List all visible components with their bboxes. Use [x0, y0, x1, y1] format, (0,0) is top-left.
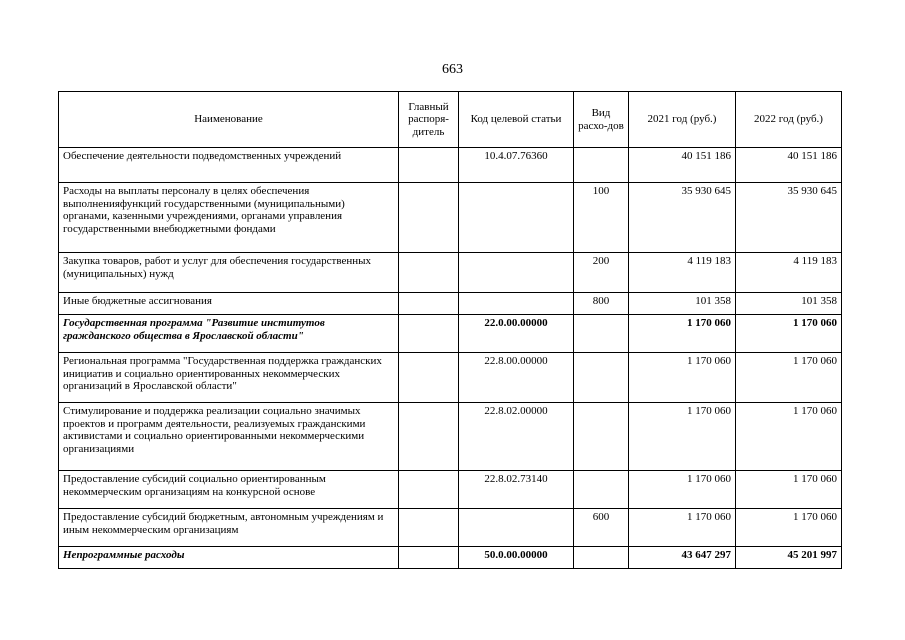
table-row	[59, 253, 842, 293]
table-row	[59, 148, 842, 183]
row-kind: 600	[574, 509, 629, 547]
row-name: Обеспечение деятельности подведомственных учреждений	[59, 148, 399, 183]
row-code	[459, 183, 574, 253]
header-name: Наименование	[59, 92, 399, 148]
row-2022: 1 170 060	[736, 471, 842, 509]
row-2022: 101 358	[736, 293, 842, 315]
row-2021: 4 119 183	[629, 253, 736, 293]
row-admin	[399, 403, 459, 471]
row-2021: 1 170 060	[629, 315, 736, 353]
header-admin: Главный распоря-дитель	[399, 92, 459, 148]
table-row	[59, 183, 842, 253]
table-row	[59, 353, 842, 403]
row-kind	[574, 315, 629, 353]
row-name: Государственная программа "Развитие институтов гражданского общества в Ярославской области"	[59, 315, 399, 353]
row-2022: 4 119 183	[736, 253, 842, 293]
row-kind	[574, 471, 629, 509]
row-name: Предоставление субсидий бюджетным, автономным учреждениям и иным некоммерческим организациям	[59, 509, 399, 547]
row-2022: 1 170 060	[736, 509, 842, 547]
page-number: 663	[442, 62, 463, 77]
table-row	[59, 315, 842, 353]
header-kind: Вид расхо-дов	[574, 92, 629, 148]
row-2021: 1 170 060	[629, 509, 736, 547]
row-admin	[399, 253, 459, 293]
row-code: 22.8.02.00000	[459, 403, 574, 471]
row-kind	[574, 148, 629, 183]
row-kind: 800	[574, 293, 629, 315]
table-row	[59, 403, 842, 471]
row-name: Предоставление субсидий социально ориентированным некоммерческим организациям на конкурсной основе	[59, 471, 399, 509]
row-code: 22.8.00.00000	[459, 353, 574, 403]
row-2021: 40 151 186	[629, 148, 736, 183]
row-admin	[399, 315, 459, 353]
table-row	[59, 471, 842, 509]
row-kind: 100	[574, 183, 629, 253]
table-header-row	[59, 92, 842, 148]
row-code: 10.4.07.76360	[459, 148, 574, 183]
row-name: Закупка товаров, работ и услуг для обеспечения государственных (муниципальных) нужд	[59, 253, 399, 293]
row-2021: 1 170 060	[629, 471, 736, 509]
row-2021: 1 170 060	[629, 353, 736, 403]
header-2021: 2021 год (руб.)	[629, 92, 736, 148]
row-2022: 1 170 060	[736, 315, 842, 353]
row-2022: 40 151 186	[736, 148, 842, 183]
row-name: Региональная программа "Государственная поддержка гражданских инициатив и социально ориентированных некоммерческих организаций в Ярославской области"	[59, 353, 399, 403]
row-name: Иные бюджетные ассигнования	[59, 293, 399, 315]
row-2021: 1 170 060	[629, 403, 736, 471]
row-2022: 35 930 645	[736, 183, 842, 253]
row-admin	[399, 471, 459, 509]
header-code: Код целевой статьи	[459, 92, 574, 148]
row-code: 22.8.02.73140	[459, 471, 574, 509]
row-2021: 101 358	[629, 293, 736, 315]
table-row	[59, 509, 842, 547]
row-2021: 35 930 645	[629, 183, 736, 253]
row-name: Расходы на выплаты персоналу в целях обеспечения выполненияфункций государственными (муниципальными) органами, казенными учреждениями, органами управления государственными внебюджетными фондами	[59, 183, 399, 253]
row-kind	[574, 403, 629, 471]
row-admin	[399, 547, 459, 569]
row-admin	[399, 148, 459, 183]
row-admin	[399, 509, 459, 547]
row-code	[459, 253, 574, 293]
row-admin	[399, 293, 459, 315]
row-2022: 45 201 997	[736, 547, 842, 569]
row-kind	[574, 353, 629, 403]
row-2021: 43 647 297	[629, 547, 736, 569]
row-kind: 200	[574, 253, 629, 293]
row-code	[459, 293, 574, 315]
row-name: Стимулирование и поддержка реализации социально значимых проектов и программ деятельности, реализуемых гражданскими активистами и социально ориентированными некоммерческими организациями	[59, 403, 399, 471]
row-kind	[574, 547, 629, 569]
row-admin	[399, 183, 459, 253]
row-2022: 1 170 060	[736, 353, 842, 403]
table-row	[59, 547, 842, 569]
row-code: 50.0.00.00000	[459, 547, 574, 569]
budget-table	[58, 91, 842, 569]
table-row	[59, 293, 842, 315]
row-name: Непрограммные расходы	[59, 547, 399, 569]
row-code: 22.0.00.00000	[459, 315, 574, 353]
header-2022: 2022 год (руб.)	[736, 92, 842, 148]
row-code	[459, 509, 574, 547]
row-2022: 1 170 060	[736, 403, 842, 471]
row-admin	[399, 353, 459, 403]
